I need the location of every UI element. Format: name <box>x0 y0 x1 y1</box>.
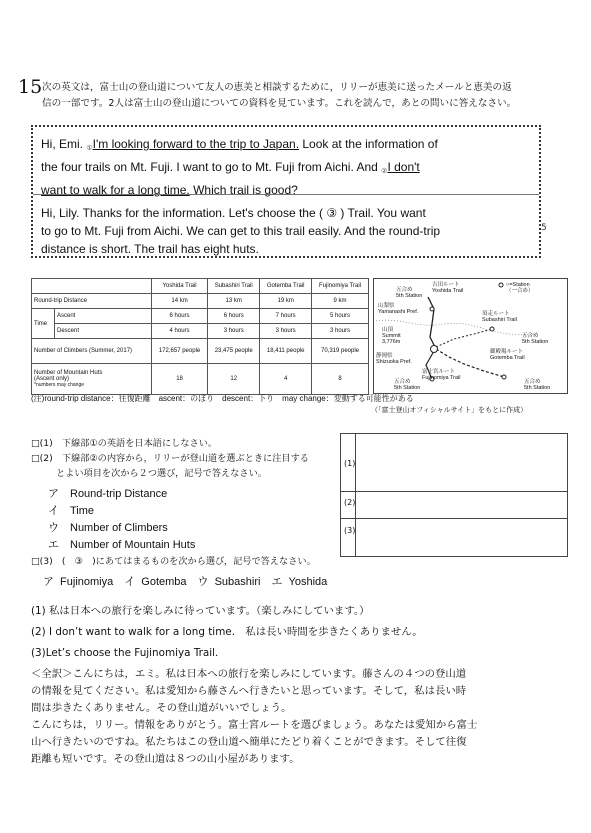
table-cell: 5 hours <box>312 309 369 324</box>
row-label: Time <box>32 309 55 339</box>
map-label-yamanashi: 山梨県 Yamanashi Pref. <box>378 303 419 315</box>
table-cell: 8 <box>312 364 369 395</box>
table-cell: 6 hours <box>151 309 207 324</box>
table-row <box>32 364 369 395</box>
answer-row-line <box>341 491 567 492</box>
huts-label-1: Number of Mountain Huts <box>34 370 103 376</box>
choice-a: ア Round-trip Distance <box>48 488 168 500</box>
question-intro <box>42 80 562 112</box>
map-label-gotemba: 御殿場ルート Gotemba Trail <box>490 349 525 361</box>
glossary-notes: (注)round-trip distance：往復距離 ascent：のぼり descent：下り may change：変動する可能性がある <box>31 394 414 403</box>
subquestion-3: □(3) ( ③ )にあてはまるものを次から選び，記号で答えなさい。 <box>31 556 316 567</box>
table-cell: 6 hours <box>208 309 260 324</box>
emi-line-2: to go to Mt. Fuji from Aichi. We can get to this trail easily. And the round-trip <box>41 224 441 238</box>
table-cell: 19 km <box>260 294 312 309</box>
translation-line: 山へ行きたいのですね。私たちはこの登山道へ簡単にたどり着くことができます。そして往復 <box>31 736 467 748</box>
map-label-subashiri: 須走ルート Subashiri Trail <box>482 311 517 323</box>
table-cell: 18 <box>151 364 207 395</box>
translation-line: 間は歩きたくありません。その登山道がいいでしょう。 <box>31 702 292 714</box>
answer-label-1: (1) <box>344 459 356 468</box>
trail-table <box>31 278 369 395</box>
choice-e: エ Number of Mountain Huts <box>48 539 196 551</box>
answer-label-3: (3) <box>344 526 356 535</box>
map-label-yoshida: 吉田ルート Yoshida Trail <box>432 282 464 294</box>
table-row <box>32 324 369 339</box>
translation-line: の情報を見てください。私は愛知から藤さんへ行きたいと思っています。そして，私は長い時 <box>31 685 467 697</box>
answer-box-divider <box>355 434 356 556</box>
subquestion-2-line-2: とよい項目を次から２つ選び，記号で答えなさい。 <box>56 468 267 479</box>
subquestion-2-line-1: □(2) 下線部②の内容から，リリーが登山道を選ぶときに注目する <box>31 453 309 464</box>
email-divider <box>33 194 539 195</box>
header-subashiri: Subashiri Trail <box>208 279 260 294</box>
table-cell: 3 hours <box>260 324 312 339</box>
subquestion-1: □(1) 下線部①の英語を日本語にしなさい。 <box>31 438 218 449</box>
map-label-fujinomiya: 富士宮ルート Fujinomiya Trail <box>422 369 461 381</box>
map-label-5th-station: 五合め 5th Station <box>396 287 423 299</box>
map-label-summit: 山頂 Summit 3,776m <box>382 327 401 345</box>
huts-label-2: (Ascent only) <box>34 376 70 382</box>
row-label <box>32 364 152 395</box>
table-row <box>32 294 369 309</box>
marker-1: ① <box>86 145 93 152</box>
table-cell: 3 hours <box>208 324 260 339</box>
header-gotemba: Gotemba Trail <box>260 279 312 294</box>
table-header-row <box>32 279 369 294</box>
header-fujinomiya: Fujinomiya Trail <box>312 279 369 294</box>
lily-greeting: Hi, Emi. <box>41 137 83 151</box>
table-cell: 70,319 people <box>312 339 369 364</box>
table-cell: 9 km <box>312 294 369 309</box>
choice-u: ウ Number of Climbers <box>48 522 168 534</box>
translation-line: ＜全訳＞こんにちは，エミ。私は日本への旅行を楽しみにしています。藤さんの４つの登山道 <box>31 668 467 680</box>
email-box <box>31 125 541 258</box>
trail-map <box>373 278 568 394</box>
subquestion-3-options: ア Fujinomiya イ Gotemba ウ Subashiri エ Yoshida <box>43 576 328 588</box>
table-row <box>32 339 369 364</box>
underline-2b: want to walk for a long time. <box>41 183 190 197</box>
answer-2: (2) I don’t want to walk for a long time. 私は長い時間を歩きたくありません。 <box>31 626 423 638</box>
line-number: 5 <box>541 223 547 233</box>
map-label-5th-station: 五合め 5th Station <box>522 333 549 345</box>
question-number: 15 <box>18 76 43 98</box>
table-cell: 18,411 people <box>260 339 312 364</box>
map-label-5th-station: 五合め 5th Station <box>524 379 551 391</box>
table-corner <box>32 279 152 294</box>
table-cell: 12 <box>208 364 260 395</box>
marker-2: ② <box>381 168 388 175</box>
underline-1: I'm looking forward to the trip to Japan. <box>92 137 300 151</box>
table-cell: 4 hours <box>151 324 207 339</box>
row-label: Round-trip Distance <box>32 294 152 309</box>
answer-3: (3)Let’s choose the Fujinomiya Trail. <box>31 647 219 659</box>
table-cell: 3 hours <box>312 324 369 339</box>
translation <box>31 666 561 768</box>
table-cell: 172,657 people <box>151 339 207 364</box>
header-yoshida: Yoshida Trail <box>151 279 207 294</box>
table-cell: 4 <box>260 364 312 395</box>
translation-line: 距離も短いです。その登山道は８つの山小屋があります。 <box>31 753 300 765</box>
map-label-station-legend: ○=Station （一合め） <box>506 282 534 294</box>
lily-text-3: Which trail is good? <box>193 183 298 197</box>
map-label-shizuoka: 静岡県 Shizuoka Pref. <box>376 353 412 365</box>
translation-line: こんにちは，リリー。情報をありがとう。富士宮ルートを選びましょう。あなたは愛知から富士 <box>31 719 478 731</box>
table-cell: 7 hours <box>260 309 312 324</box>
underline-2a: I don't <box>387 160 420 174</box>
table-row <box>32 309 369 324</box>
row-label: Number of Climbers (Summer, 2017) <box>32 339 152 364</box>
table-cell: 13 km <box>208 294 260 309</box>
lily-text-1: Look at the information of <box>302 137 438 151</box>
row-label: Ascent <box>55 309 152 324</box>
map-label-5th-station: 五合め 5th Station <box>394 379 421 391</box>
emi-message <box>41 204 531 258</box>
lily-message <box>41 135 531 199</box>
row-label: Descent <box>55 324 152 339</box>
answer-label-2: (2) <box>344 498 356 507</box>
source-note: （「富士登山オフィシャルサイト」をもとに作成） <box>371 406 528 414</box>
lily-text-2: the four trails on Mt. Fuji. I want to go to Mt. Fuji from Aichi. And <box>41 160 378 174</box>
answer-box <box>340 433 568 557</box>
intro-line-2: 信の一部です。2人は富士山の登山道についての資料を見ています。これを読んで，あとの問いに答えなさい。 <box>42 98 517 109</box>
table-cell: 14 km <box>151 294 207 309</box>
choice-i: イ Time <box>48 505 95 517</box>
intro-line-1: 次の英文は，富士山の登山道について友人の恵美と相談するために，リリーが恵美に送ったメールと恵美の返 <box>42 82 512 93</box>
emi-line-3: distance is short. The trail has eight huts. <box>41 242 259 256</box>
answer-row-line <box>341 518 567 519</box>
answer-1: (1) 私は日本への旅行を楽しみに待っています。（楽しみにしています。） <box>31 605 370 617</box>
table-cell: 23,475 people <box>208 339 260 364</box>
emi-line-1: Hi, Lily. Thanks for the information. Let's choose the ( ③ ) Trail. You want <box>41 206 426 220</box>
huts-label-3: *numbers may change <box>34 382 85 388</box>
